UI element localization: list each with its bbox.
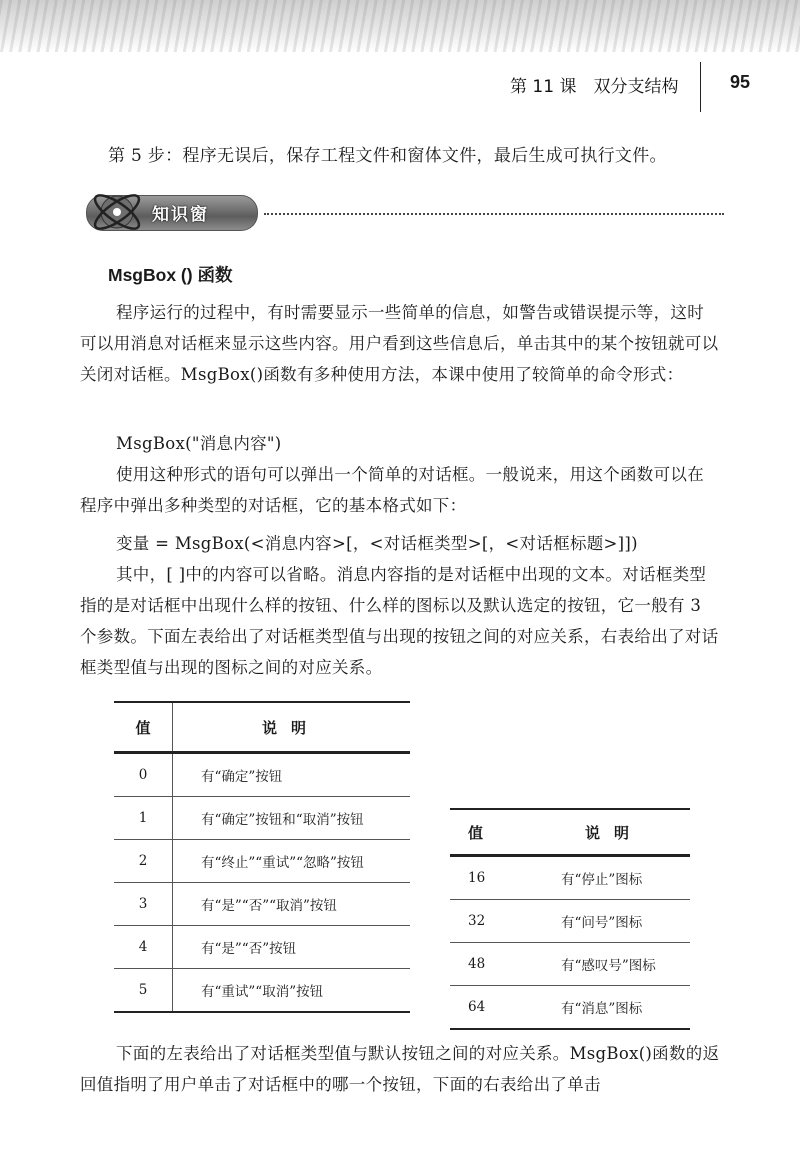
table-row <box>114 969 410 1013</box>
button-type-table <box>114 701 410 1013</box>
knowledge-banner <box>86 187 726 237</box>
cell-value: 48 <box>450 943 539 986</box>
cell-desc: 有“问号”图标 <box>539 900 690 943</box>
table-header-value: 值 <box>114 702 173 753</box>
table-header-value: 值 <box>450 809 539 856</box>
paragraph-default-button: 下面的左表给出了对话框类型值与默认按钮之间的对应关系。MsgBox()函数的返回值指明了用户单击了对话框中的哪一个按钮，下面的右表给出了单击 <box>80 1044 720 1094</box>
table-row <box>450 900 690 943</box>
cell-value: 3 <box>114 883 173 926</box>
table-row <box>114 883 410 926</box>
paragraph-usage: 使用这种形式的语句可以弹出一个简单的对话框。一般说来，用这个函数可以在程序中弹出多种类型的对话框，它的基本格式如下： <box>80 465 704 515</box>
page-number: 95 <box>730 72 751 92</box>
section-title: MsgBox () 函数 <box>108 265 233 285</box>
cell-desc: 有“是”“否”按钮 <box>173 926 411 969</box>
cell-value: 5 <box>114 969 173 1013</box>
cell-desc: 有“停止”图标 <box>539 856 690 900</box>
banner-label: 知识窗 <box>152 205 209 225</box>
atom-icon <box>88 185 146 239</box>
table-header-desc: 说明 <box>539 809 690 856</box>
cell-desc: 有“确定”按钮 <box>173 753 411 797</box>
cell-value: 4 <box>114 926 173 969</box>
formula-syntax: 变量 = MsgBox(<消息内容>[，<对话框类型>[，<对话框标题>]]) <box>116 534 638 553</box>
chapter-title: 第 11 课 双分支结构 <box>510 77 679 97</box>
cell-value: 16 <box>450 856 539 900</box>
table-header-desc: 说明 <box>173 702 411 753</box>
cell-value: 1 <box>114 797 173 840</box>
cell-desc: 有“是”“否”“取消”按钮 <box>173 883 411 926</box>
cell-value: 0 <box>114 753 173 797</box>
table-row <box>114 797 410 840</box>
cell-desc: 有“消息”图标 <box>539 986 690 1030</box>
icon-type-table <box>450 808 690 1030</box>
table-row <box>450 856 690 900</box>
page-header <box>0 50 800 110</box>
table-row <box>450 986 690 1030</box>
cell-desc: 有“感叹号”图标 <box>539 943 690 986</box>
table-row <box>450 943 690 986</box>
header-divider <box>700 62 701 112</box>
cell-desc: 有“终止”“重试”“忽略”按钮 <box>173 840 411 883</box>
table-row <box>114 926 410 969</box>
cell-value: 32 <box>450 900 539 943</box>
cell-value: 64 <box>450 986 539 1030</box>
cell-value: 2 <box>114 840 173 883</box>
header-decoration <box>0 0 800 52</box>
table-row <box>114 753 410 797</box>
table-row <box>114 840 410 883</box>
step5-text: 第 5 步：程序无误后，保存工程文件和窗体文件，最后生成可执行文件。 <box>108 146 667 166</box>
banner-dotted-line <box>264 213 724 215</box>
cell-desc: 有“确定”按钮和“取消”按钮 <box>173 797 411 840</box>
cell-desc: 有“重试”“取消”按钮 <box>173 969 411 1013</box>
paragraph-params: 其中，[ ]中的内容可以省略。消息内容指的是对话框中出现的文本。对话框类型指的是对话框中出现什么样的按钮、什么样的图标以及默认选定的按钮，它一般有 3 个参数。下面左表给出了对话框类型值与出现的按钮之间的对应关系，右表给出了对话框类型值与出现的图标之间的对应关系。 <box>80 565 719 677</box>
formula-simple: MsgBox("消息内容") <box>116 434 282 453</box>
paragraph-intro: 程序运行的过程中，有时需要显示一些简单的信息，如警告或错误提示等，这时可以用消息对话框来显示这些内容。用户看到这些信息后，单击其中的某个按钮就可以关闭对话框。MsgBox()函数有多种使用方法，本课中使用了较简单的命令形式： <box>80 303 719 384</box>
